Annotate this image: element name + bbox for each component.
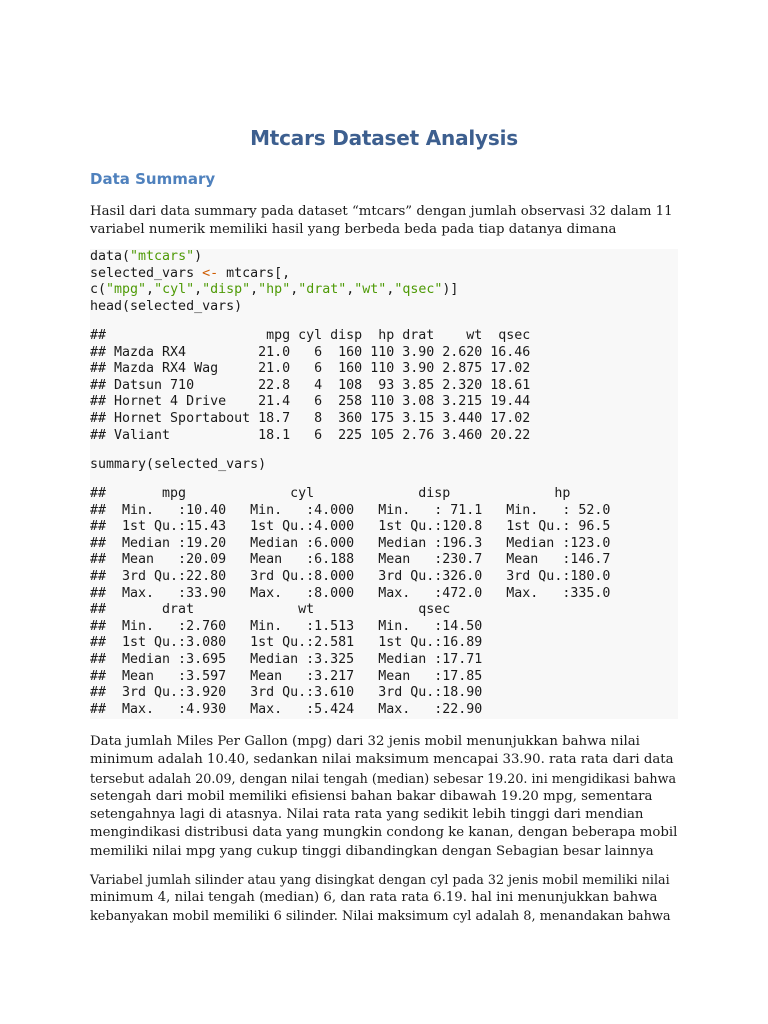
code-token: , [290, 282, 299, 297]
summary-code [90, 457, 266, 474]
paragraph-line: Data jumlah Miles Per Gallon (mpg) dari 32 jenis mobil menunjukkan bahwa nilai [90, 734, 640, 749]
paragraph-line: minimum adalah 10.40, sedankan nilai maksimum mencapai 33.90. rata rata dari data [90, 752, 674, 768]
paragraph-line: setengahnya lagi di atasnya. Nilai rata rata yang sedikit lebih tinggi dari mendian [90, 807, 644, 823]
paragraph-line: memiliki nilai mpg yang cukup tinggi dibandingkan dengan Sebagian besar lainnya [90, 843, 654, 859]
code-token: , [386, 282, 395, 297]
output-line: ## 3rd Qu.:22.80 3rd Qu.:8.000 3rd Qu.:326.0 3rd Qu.:180.0 [90, 568, 627, 584]
output-line: ## mpg cyl disp hp [90, 486, 627, 501]
output-line: ## Median :3.695 Median :3.325 Median :17.71 [90, 651, 499, 667]
code-string: "hp" [258, 282, 291, 297]
output-line: ## mpg cyl disp hp drat wt qsec [90, 328, 531, 343]
code-token: , [146, 282, 155, 297]
summary-output [90, 486, 626, 718]
code-token: )] [442, 282, 459, 297]
paragraph-line: kebanyakan mobil memiliki 6 silinder. Nilai maksimum cyl adalah 8, menandakan bahwa [90, 908, 671, 924]
output-line: ## Median :19.20 Median :6.000 Median :196.3 Median :123.0 [90, 535, 627, 551]
output-line: ## Max. :33.90 Max. :8.000 Max. :472.0 Max. :335.0 [90, 585, 627, 601]
paragraph-line: setengah dari mobil memiliki efisiensi bahan bakar dibawah 19.20 mpg, sementara [90, 788, 653, 804]
cyl-paragraph [90, 871, 678, 926]
code-token: , [194, 282, 203, 297]
output-line: ## Mean :20.09 Mean :6.188 Mean :230.7 Mean :146.7 [90, 552, 627, 568]
code-line-vector [90, 282, 458, 299]
code-line-head: head(selected_vars) [90, 298, 243, 314]
output-line: ## Min. :10.40 Min. :4.000 Min. : 71.1 Min. : 52.0 [90, 502, 627, 518]
code-block [90, 249, 678, 719]
code-string: "mpg" [106, 282, 147, 297]
document-title: Mtcars Dataset Analysis [250, 126, 518, 150]
output-line: ## Mazda RX4 Wag 21.0 6 160 110 3.90 2.875 17.02 [90, 361, 531, 377]
code-string: "qsec" [394, 282, 443, 297]
output-line: ## Datsun 710 22.8 4 108 93 3.85 2.320 18.61 [90, 377, 531, 393]
code-token: mtcars[, [218, 265, 291, 281]
paragraph-line: variabel numerik memiliki hasil yang berbeda beda pada tiap datanya dimana [90, 222, 617, 238]
intro-paragraph [90, 203, 678, 240]
paragraph-line: mengindikasi distribusi data yang mungkin condong ke kanan, dengan beberapa mobil [90, 825, 678, 841]
paragraph-line: Variabel jumlah silinder atau yang disingkat dengan cyl pada 32 jenis mobil memiliki nilai [90, 872, 670, 887]
code-token: selected_vars [90, 265, 203, 281]
code-line-data [90, 249, 458, 266]
output-line: ## Min. :2.760 Min. :1.513 Min. :14.50 [90, 618, 499, 634]
output-line: ## Hornet Sportabout 18.7 8 360 175 3.15 3.440 17.02 [90, 410, 531, 426]
mpg-paragraph [90, 733, 678, 861]
paragraph-line: tersebut adalah 20.09, dengan nilai tengah (median) sebesar 19.20. ini mengidikasi bahwa [90, 770, 677, 786]
code-operator: <- [202, 265, 219, 281]
section-heading-data-summary: Data Summary [90, 170, 216, 188]
head-output [90, 328, 530, 444]
paragraph-line: Hasil dari data summary pada dataset “mtcars” dengan jumlah observasi 32 dalam 11 [90, 204, 673, 219]
output-line: ## 1st Qu.:3.080 1st Qu.:2.581 1st Qu.:16.89 [90, 635, 499, 651]
output-line: ## drat wt qsec [90, 602, 499, 618]
code-string: "cyl" [154, 282, 195, 297]
code-token: ) [194, 249, 203, 264]
paragraph-line: minimum 4, nilai tengah (median) 6, dan rata rata 6.19. hal ini menunjukkan bahwa [90, 890, 658, 906]
output-line: ## Max. :4.930 Max. :5.424 Max. :22.90 [90, 701, 499, 717]
code-line-assign [90, 266, 458, 283]
code-token: , [346, 282, 355, 297]
output-line: ## 3rd Qu.:3.920 3rd Qu.:3.610 3rd Qu.:18.90 [90, 685, 499, 701]
code-string: "disp" [202, 282, 251, 297]
output-line: ## Mean :3.597 Mean :3.217 Mean :17.85 [90, 668, 499, 684]
code-string: "mtcars" [130, 249, 195, 264]
code-string: "wt" [354, 282, 387, 297]
output-line: ## Valiant 18.1 6 225 105 2.76 3.460 20.22 [90, 427, 531, 443]
code-token: data( [90, 249, 131, 264]
code-token: c( [90, 282, 107, 297]
code-string: "drat" [298, 282, 347, 297]
output-line: ## Hornet 4 Drive 21.4 6 258 110 3.08 3.215 19.44 [90, 394, 531, 410]
output-line: ## 1st Qu.:15.43 1st Qu.:4.000 1st Qu.:120.8 1st Qu.: 96.5 [90, 519, 627, 535]
output-line: ## Mazda RX4 21.0 6 160 110 3.90 2.620 16.46 [90, 344, 531, 360]
code-token: , [250, 282, 259, 297]
code-line-summary: summary(selected_vars) [90, 457, 267, 472]
